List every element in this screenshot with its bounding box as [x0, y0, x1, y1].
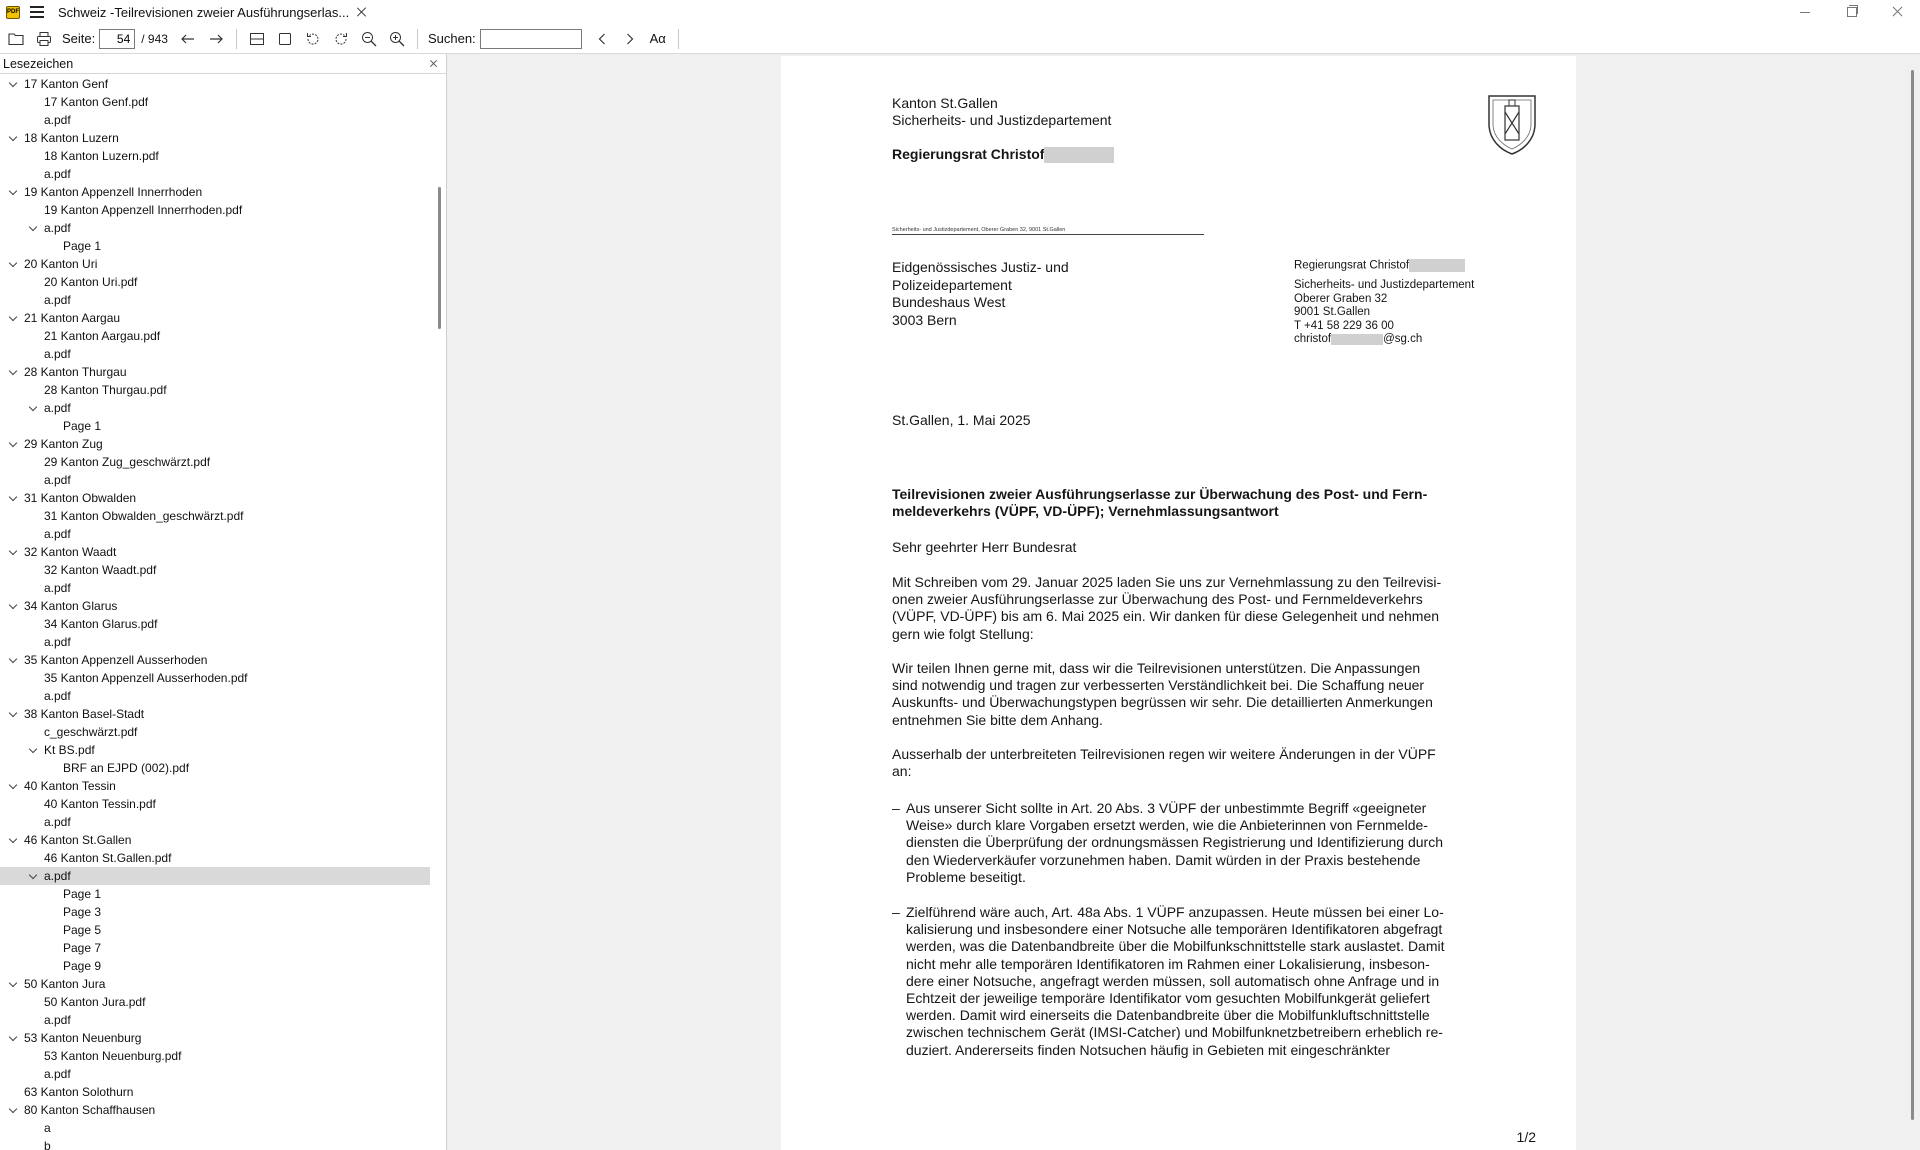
- page-number-input[interactable]: [99, 29, 135, 49]
- chevron-down-icon[interactable]: [7, 1029, 21, 1047]
- bookmark-item[interactable]: [0, 651, 430, 669]
- bookmark-item[interactable]: [0, 111, 430, 129]
- bookmark-item[interactable]: [0, 75, 430, 93]
- recipient-line: Eidgenössisches Justiz- und: [892, 259, 1069, 275]
- bookmark-item[interactable]: [0, 615, 430, 633]
- bookmark-label: 32 Kanton Waadt: [24, 545, 117, 559]
- chevron-down-icon[interactable]: [7, 543, 21, 561]
- recipient-line: Polizeidepartement: [892, 276, 1012, 293]
- bookmark-label: a.pdf: [44, 221, 71, 235]
- contact-block: [1294, 259, 1474, 347]
- document-tab[interactable]: [58, 0, 369, 24]
- bookmark-label: 46 Kanton St.Gallen.pdf: [44, 851, 172, 865]
- bookmark-item[interactable]: [0, 561, 430, 579]
- bookmark-label: a.pdf: [44, 113, 71, 127]
- bookmark-label: a.pdf: [44, 347, 71, 361]
- bookmark-label: 50 Kanton Jura.pdf: [44, 995, 146, 1009]
- bookmark-item[interactable]: [0, 687, 430, 705]
- bookmark-item[interactable]: [0, 813, 430, 831]
- bookmark-item[interactable]: [0, 291, 430, 309]
- close-bookmarks-icon[interactable]: [428, 58, 440, 70]
- canton-crest-icon: [1487, 94, 1537, 156]
- bookmark-item[interactable]: [0, 543, 430, 561]
- chevron-down-icon[interactable]: [7, 777, 21, 795]
- app-logo-icon: PDF: [6, 6, 20, 19]
- recipient-address: [892, 259, 1069, 329]
- bookmark-label: 18 Kanton Luzern.pdf: [44, 149, 159, 163]
- toolbar: [0, 24, 1920, 54]
- bookmark-label: 29 Kanton Zug_geschwärzt.pdf: [44, 455, 211, 469]
- chevron-down-icon[interactable]: [7, 831, 21, 849]
- bookmarks-scrollbar[interactable]: [436, 75, 444, 1150]
- redaction-box: [1409, 259, 1465, 272]
- bullet-text: Zielführend wäre auch, Art. 48a Abs. 1 VÜPF anzupassen. Heute müssen bei einer Lokalisierung und insbesondere einer Notsuche alle temporären Identifikatoren abgefragt werden, was die Datenbandbreite über die Mobilfunkschnittstelle stark auslastet. Damit nicht mehr alle temporären Identifikatoren im Rahmen einer Lokalisierung, insbesondere einer Notsuche, angefragt werden müssen, soll automatisch ohne Anfrage und in Echtzeit der jeweilige temporäre Identifikator vom gesuchten Mobilfunkgerät geliefert werden. Damit wird einerseits die Datenbandbreite über die Mobilfunkluftschnittstelle zwischen technischem Gerät (IMSI-Catcher) und Mobilfunknetzbetreibern erheblich reduziert. Andererseits finden Notsuchen häufig in Gebieten mit eingeschränkter: [906, 904, 1445, 1058]
- bookmark-item[interactable]: [0, 1137, 430, 1150]
- bookmark-item[interactable]: [0, 237, 430, 255]
- toolbar-separator: [417, 29, 418, 49]
- bookmark-label: 17 Kanton Genf.pdf: [44, 95, 149, 109]
- bookmark-item[interactable]: [0, 417, 430, 435]
- bookmark-label: 40 Kanton Tessin: [24, 779, 116, 793]
- email-prefix: christof: [1294, 333, 1332, 346]
- bookmark-label: 80 Kanton Schaffhausen: [24, 1103, 156, 1117]
- tab-title: Schweiz -Teilrevisionen zweier Ausführungserlas...: [58, 4, 350, 20]
- contact-email: [1294, 333, 1474, 347]
- bookmark-label: a.pdf: [44, 401, 71, 415]
- bookmark-item[interactable]: [0, 363, 430, 381]
- chevron-down-icon[interactable]: [27, 219, 41, 237]
- contact-name-text: Regierungsrat Christof: [1294, 259, 1410, 272]
- find-previous-icon[interactable]: [588, 27, 616, 51]
- bookmark-item[interactable]: [0, 903, 430, 921]
- bookmark-item[interactable]: [0, 579, 430, 597]
- bookmark-label: 40 Kanton Tessin.pdf: [44, 797, 156, 811]
- bookmark-label: 50 Kanton Jura: [24, 977, 106, 991]
- bookmark-item[interactable]: [0, 1101, 430, 1119]
- restore-button[interactable]: [1828, 0, 1874, 24]
- bookmark-item[interactable]: [0, 1047, 430, 1065]
- sender-block: [892, 95, 1111, 129]
- bookmark-item[interactable]: [0, 183, 430, 201]
- bookmark-label: 46 Kanton St.Gallen: [24, 833, 132, 847]
- bookmark-label: a.pdf: [44, 473, 71, 487]
- bookmark-label: 21 Kanton Aargau: [24, 311, 121, 325]
- bookmark-label: a.pdf: [44, 815, 71, 829]
- bookmark-label: 28 Kanton Thurgau.pdf: [44, 383, 167, 397]
- letter-date: St.Gallen, 1. Mai 2025: [892, 412, 1031, 428]
- bookmark-label: a.pdf: [44, 635, 71, 649]
- bookmark-item[interactable]: [0, 957, 430, 975]
- bookmark-label: 63 Kanton Solothurn: [24, 1085, 134, 1099]
- contact-line: 9001 St.Gallen: [1294, 306, 1371, 319]
- document-viewer[interactable]: [448, 54, 1920, 1150]
- bookmark-item[interactable]: [0, 597, 430, 615]
- open-folder-icon[interactable]: [2, 27, 30, 51]
- sender-name: [892, 146, 1114, 163]
- rotate-left-icon[interactable]: [299, 27, 327, 51]
- bookmark-item[interactable]: [0, 921, 430, 939]
- bookmarks-header: [0, 54, 446, 74]
- bullet-text: Aus unserer Sicht sollte in Art. 20 Abs. 3 VÜPF der unbestimmte Begriff «geeigneter Weise» durch klare Vorgaben ersetzt werden, wie die Anbieterinnen von Fernmeldediensten die Überprüfung der ordnungsmässen Registrierung und Identifizierung durch den Wiederverkäufer vorzunehmen haben. Damit würden in der Praxis bestehende Probleme beseitigt.: [906, 800, 1443, 885]
- bookmark-item[interactable]: [0, 147, 430, 165]
- bookmark-label: a.pdf: [44, 1013, 71, 1027]
- bullet-dash: –: [892, 904, 900, 920]
- bookmark-label: 31 Kanton Obwalden_geschwärzt.pdf: [44, 509, 244, 523]
- bookmark-item[interactable]: [0, 1083, 430, 1101]
- bookmark-label: Page 3: [63, 905, 102, 919]
- body-paragraph: Mit Schreiben vom 29. Januar 2025 laden Sie uns zur Vernehmlassung zu den Teilrevisionen zweier Ausführungserlasse zur Überwachung des Post- und Fernmeldeverkehrs (VÜPF, VD-ÜPF) bis am 6. Mai 2025 ein. Wir danken für diese Gelegenheit und nehmen gern wie folgt Stellung:: [892, 574, 1442, 642]
- title-bar: [0, 0, 1920, 24]
- chevron-down-icon[interactable]: [7, 75, 21, 93]
- bookmark-item[interactable]: [0, 705, 430, 723]
- search-input[interactable]: [480, 29, 582, 49]
- bookmark-label: 20 Kanton Uri.pdf: [44, 275, 138, 289]
- bookmark-item[interactable]: [0, 741, 430, 759]
- bookmark-label: a.pdf: [44, 293, 71, 307]
- zoom-in-icon[interactable]: [383, 27, 411, 51]
- bookmark-item[interactable]: [0, 93, 430, 111]
- chevron-down-icon[interactable]: [27, 867, 41, 885]
- bookmark-label: BRF an EJPD (002).pdf: [63, 761, 190, 775]
- bookmark-label: 20 Kanton Uri: [24, 257, 98, 271]
- bookmarks-scrollbar-thumb[interactable]: [438, 187, 441, 329]
- email-suffix: @sg.ch: [1383, 333, 1423, 346]
- window-controls: [1782, 0, 1920, 24]
- contact-line: Sicherheits- und Justizdepartement: [1294, 279, 1475, 292]
- recipient-line: Bundeshaus West: [892, 294, 1006, 310]
- redaction-box: [1044, 147, 1114, 163]
- bookmark-label: 34 Kanton Glarus.pdf: [44, 617, 158, 631]
- chevron-down-icon[interactable]: [7, 651, 21, 669]
- chevron-down-icon[interactable]: [7, 705, 21, 723]
- redaction-box: [1331, 334, 1383, 345]
- bookmark-label: Page 1: [63, 419, 102, 433]
- bookmark-item[interactable]: [0, 381, 430, 399]
- bookmark-label: 32 Kanton Waadt.pdf: [44, 563, 157, 577]
- bookmark-item[interactable]: [0, 1065, 430, 1083]
- bookmark-label: a.pdf: [44, 167, 71, 181]
- bookmark-item[interactable]: [0, 201, 430, 219]
- zoom-out-icon[interactable]: [355, 27, 383, 51]
- contact-line: Oberer Graben 32: [1294, 292, 1388, 305]
- bookmark-item[interactable]: [0, 309, 430, 327]
- bookmark-label: 19 Kanton Appenzell Innerrhoden.pdf: [44, 203, 243, 217]
- contact-line: T +41 58 229 36 00: [1294, 319, 1394, 332]
- chevron-down-icon[interactable]: [27, 741, 41, 759]
- bookmark-label: 35 Kanton Appenzell Ausserhoden.pdf: [44, 671, 248, 685]
- bookmark-label: a.pdf: [44, 689, 71, 703]
- bookmark-label: Page 7: [63, 941, 102, 955]
- bookmark-label: 31 Kanton Obwalden: [24, 491, 137, 505]
- letter-subject: Teilrevisionen zweier Ausführungserlasse zur Überwachung des Post- und Fernmeldeverkehrs (VÜPF, VD-ÜPF); Vernehmlassungsantwort: [892, 486, 1428, 519]
- bookmark-label: 21 Kanton Aargau.pdf: [44, 329, 161, 343]
- bookmark-label: 34 Kanton Glarus: [24, 599, 118, 613]
- fit-page-icon[interactable]: [271, 27, 299, 51]
- chevron-down-icon[interactable]: [7, 975, 21, 993]
- bookmark-item[interactable]: [0, 345, 430, 363]
- bookmarks-panel: [0, 54, 447, 1150]
- chevron-down-icon[interactable]: [27, 399, 41, 417]
- bookmark-label: Kt BS.pdf: [44, 743, 95, 757]
- chevron-down-icon[interactable]: [7, 435, 21, 453]
- print-icon[interactable]: [30, 27, 58, 51]
- chevron-down-icon[interactable]: [7, 363, 21, 381]
- bookmark-item[interactable]: [0, 435, 430, 453]
- hamburger-menu-icon[interactable]: [30, 6, 44, 18]
- chevron-down-icon[interactable]: [7, 183, 21, 201]
- bookmark-label: c_geschwärzt.pdf: [44, 725, 138, 739]
- bookmarks-title: Lesezeichen: [3, 56, 74, 71]
- bookmark-item[interactable]: [0, 1029, 430, 1047]
- return-address: Sicherheits- und Justizdepartement, Oberer Graben 32, 9001 St.Gallen: [892, 227, 1204, 235]
- bookmark-item[interactable]: [0, 849, 430, 867]
- bookmark-item[interactable]: [0, 867, 430, 885]
- body-paragraph: Wir teilen Ihnen gerne mit, dass wir die Teilrevisionen unterstützen. Die Anpassungen sind notwendig und tragen zur verbesserten Verständlichkeit bei. Die Schaffung neuer Auskunfts- und Überwachungstypen begrüssen wir sehr. Die detaillierten Anmerkungen entnehmen Sie bitte dem Anhang.: [892, 660, 1433, 728]
- close-window-button[interactable]: [1874, 0, 1920, 24]
- bookmark-item[interactable]: [0, 1011, 430, 1029]
- bookmark-label: Page 9: [63, 959, 102, 973]
- bookmark-label: 19 Kanton Appenzell Innerrhoden: [24, 185, 203, 199]
- back-arrow-icon[interactable]: [174, 27, 202, 51]
- bookmark-label: 17 Kanton Genf: [24, 77, 109, 91]
- bookmark-label: b: [44, 1139, 51, 1150]
- body-paragraph: Ausserhalb der unterbreiteten Teilrevisionen regen wir weitere Änderungen in der VÜPF an:: [892, 746, 1436, 780]
- salutation: Sehr geehrter Herr Bundesrat: [892, 539, 1077, 555]
- sender-department: Sicherheits- und Justizdepartement: [892, 112, 1112, 128]
- toolbar-separator: [678, 29, 679, 49]
- bookmarks-tree: [0, 75, 430, 1150]
- chevron-down-icon[interactable]: [7, 255, 21, 273]
- bookmark-item[interactable]: [0, 507, 430, 525]
- pdf-page: [781, 56, 1576, 1150]
- chevron-down-icon[interactable]: [7, 129, 21, 147]
- bookmark-label: 35 Kanton Appenzell Ausserhoden: [24, 653, 208, 667]
- bookmark-item[interactable]: [0, 327, 430, 345]
- bookmark-item[interactable]: [0, 525, 430, 543]
- bookmark-item[interactable]: [0, 1119, 430, 1137]
- sender-canton: Kanton St.Gallen: [892, 95, 998, 111]
- bookmark-item[interactable]: [0, 885, 430, 903]
- bookmark-label: 28 Kanton Thurgau: [24, 365, 127, 379]
- bookmark-label: Page 1: [63, 239, 102, 253]
- bookmark-item[interactable]: [0, 795, 430, 813]
- bookmark-item[interactable]: [0, 975, 430, 993]
- chevron-down-icon[interactable]: [7, 309, 21, 327]
- viewer-scrollbar-thumb[interactable]: [1911, 70, 1914, 1120]
- bookmark-label: a.pdf: [44, 581, 71, 595]
- forward-arrow-icon[interactable]: [202, 27, 230, 51]
- minimize-button[interactable]: [1782, 0, 1828, 24]
- bookmark-item[interactable]: [0, 219, 430, 237]
- bookmark-item[interactable]: [0, 669, 430, 687]
- sender-name-text: Regierungsrat Christof: [892, 146, 1045, 162]
- bookmark-item[interactable]: [0, 993, 430, 1011]
- bookmark-item[interactable]: [0, 129, 430, 147]
- bookmark-item[interactable]: [0, 255, 430, 273]
- bookmark-label: Page 1: [63, 887, 102, 901]
- bookmark-item[interactable]: [0, 453, 430, 471]
- bookmark-label: 38 Kanton Basel-Stadt: [24, 707, 145, 721]
- bookmark-label: 29 Kanton Zug: [24, 437, 103, 451]
- contact-name: [1294, 259, 1474, 273]
- find-next-icon[interactable]: [616, 27, 644, 51]
- match-case-button[interactable]: Aα: [649, 31, 666, 46]
- chevron-down-icon[interactable]: [7, 1101, 21, 1119]
- bookmark-label: 53 Kanton Neuenburg.pdf: [44, 1049, 182, 1063]
- chevron-down-icon[interactable]: [7, 597, 21, 615]
- bookmark-item[interactable]: [0, 399, 430, 417]
- page-label: Seite:: [62, 31, 96, 46]
- bookmark-item[interactable]: [0, 939, 430, 957]
- tab-close-icon[interactable]: [355, 5, 369, 19]
- chevron-down-icon[interactable]: [7, 489, 21, 507]
- toolbar-separator: [236, 29, 237, 49]
- search-label: Suchen:: [427, 31, 476, 46]
- bookmark-label: a.pdf: [44, 527, 71, 541]
- rotate-right-icon[interactable]: [327, 27, 355, 51]
- bookmark-label: 18 Kanton Luzern: [24, 131, 119, 145]
- bookmark-item[interactable]: [0, 777, 430, 795]
- bookmark-item[interactable]: [0, 471, 430, 489]
- page-total: / 943: [141, 31, 168, 46]
- page-number: 1/2: [1516, 1129, 1536, 1145]
- bookmark-item[interactable]: [0, 633, 430, 651]
- bookmark-label: Page 5: [63, 923, 102, 937]
- bookmark-item[interactable]: [0, 831, 430, 849]
- bookmark-item[interactable]: [0, 273, 430, 291]
- bookmark-label: a.pdf: [44, 869, 71, 883]
- bookmark-item[interactable]: [0, 759, 430, 777]
- bookmark-item[interactable]: [0, 165, 430, 183]
- bookmark-label: a.pdf: [44, 1067, 71, 1081]
- bullet-dash: –: [892, 800, 900, 816]
- bookmark-label: 53 Kanton Neuenburg: [24, 1031, 142, 1045]
- bookmark-label: a: [44, 1121, 51, 1135]
- recipient-line: 3003 Bern: [892, 311, 957, 328]
- bookmark-item[interactable]: [0, 489, 430, 507]
- fit-width-icon[interactable]: [243, 27, 271, 51]
- bookmark-item[interactable]: [0, 723, 430, 741]
